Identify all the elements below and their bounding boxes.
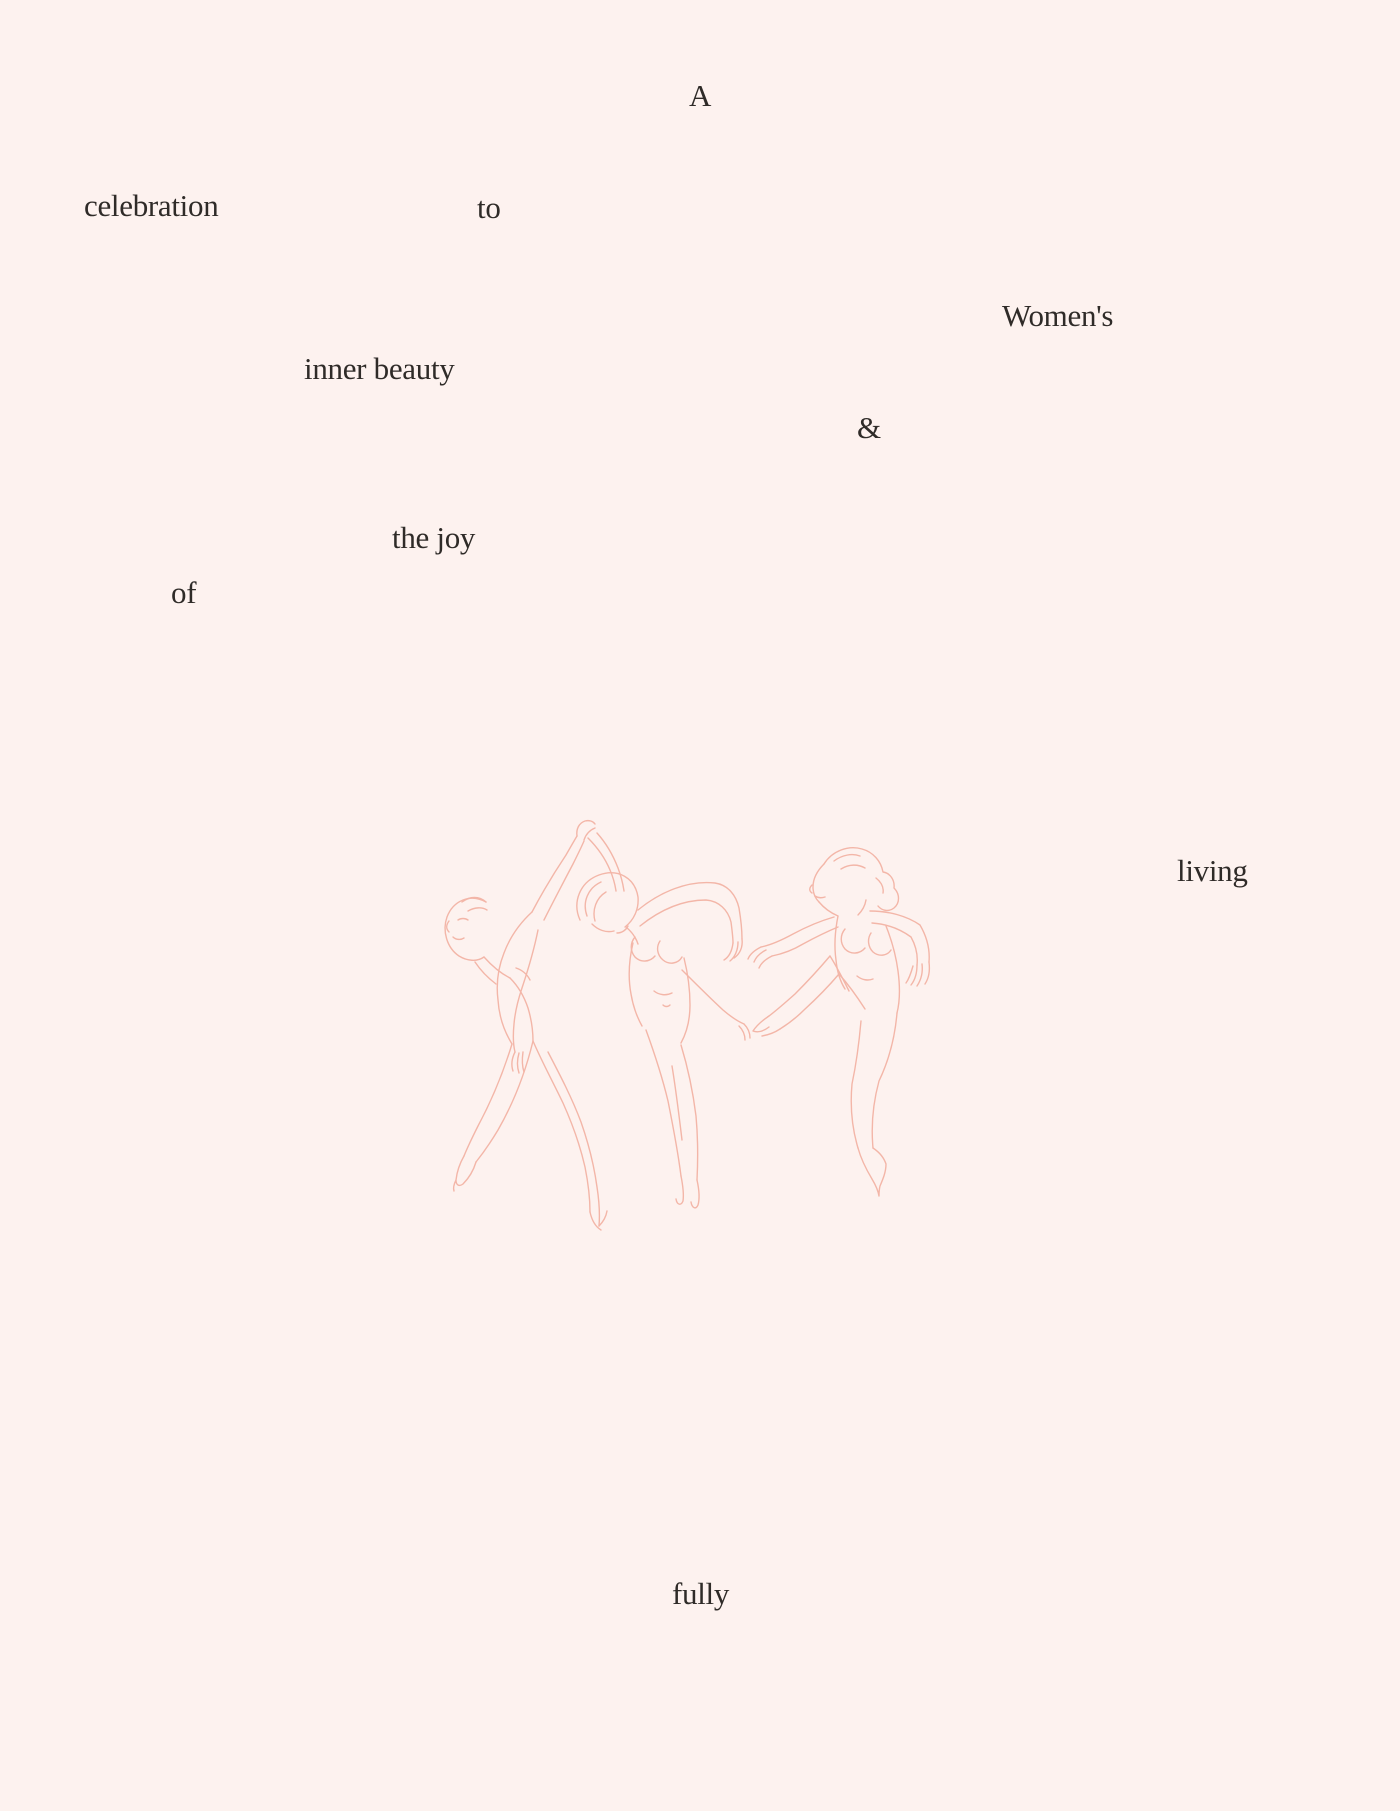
word-fully: fully xyxy=(672,1576,730,1611)
dancer-right xyxy=(748,848,929,1196)
word-a: A xyxy=(689,78,712,113)
word-living: living xyxy=(1177,853,1248,888)
word-the-joy: the joy xyxy=(392,520,476,555)
word-ampersand: & xyxy=(857,410,881,445)
word-to: to xyxy=(477,190,501,225)
word-of: of xyxy=(171,575,197,610)
three-dancing-women-illustration xyxy=(420,790,970,1240)
dancer-left xyxy=(445,821,607,1230)
word-celebration: celebration xyxy=(84,188,219,223)
dancer-middle xyxy=(577,833,750,1208)
word-womens: Women's xyxy=(1002,298,1114,333)
word-inner-beauty: inner beauty xyxy=(304,351,455,386)
